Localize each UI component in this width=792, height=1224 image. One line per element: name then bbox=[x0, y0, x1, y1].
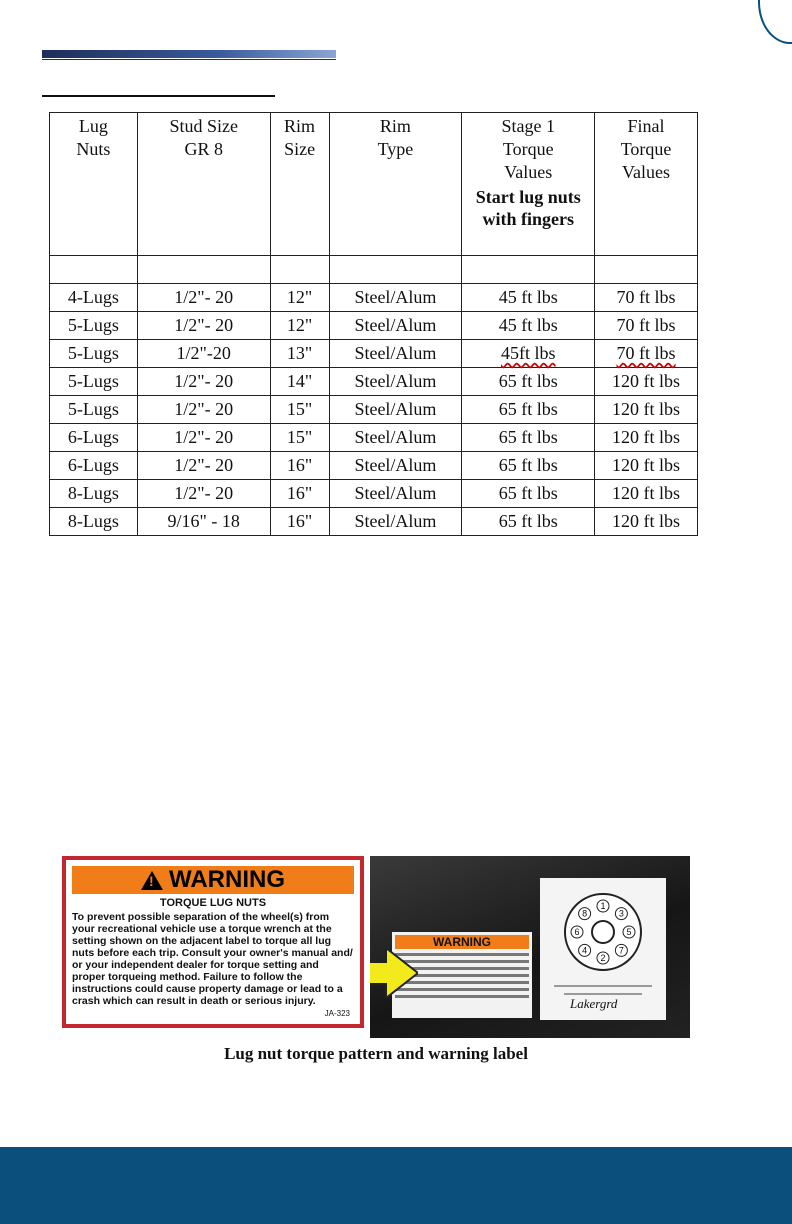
cell-rim-size: 16" bbox=[270, 480, 329, 508]
warning-code: JA-323 bbox=[324, 1009, 350, 1018]
header-final-torque: Final Torque Values bbox=[595, 113, 698, 256]
cell-stud-size: 1/2"- 20 bbox=[137, 396, 270, 424]
warning-triangle-icon bbox=[141, 871, 163, 890]
cell-rim-type: Steel/Alum bbox=[329, 312, 462, 340]
cell-final: 120 ft lbs bbox=[595, 452, 698, 480]
cell-stage1: 65 ft lbs bbox=[462, 508, 595, 536]
header-stud-size: Stud Size GR 8 bbox=[137, 113, 270, 256]
cell-final bbox=[595, 340, 698, 368]
cell-stud-size: 1/2"- 20 bbox=[137, 312, 270, 340]
header-rim-type: Rim Type bbox=[329, 113, 462, 256]
cell-final: 120 ft lbs bbox=[595, 508, 698, 536]
cell-lugs: 6-Lugs bbox=[50, 424, 138, 452]
warning-subheading: TORQUE LUG NUTS bbox=[159, 897, 267, 909]
cell-lugs: 6-Lugs bbox=[50, 452, 138, 480]
lug-position-number: 4 bbox=[582, 945, 588, 956]
table-row bbox=[50, 368, 698, 396]
warning-heading bbox=[72, 866, 354, 894]
title-bar-decoration bbox=[42, 50, 336, 58]
cell-rim-size: 13" bbox=[270, 340, 329, 368]
cell-rim-size: 16" bbox=[270, 452, 329, 480]
cell-rim-type: Steel/Alum bbox=[329, 368, 462, 396]
header-stage1-torque: Stage 1 Torque Values Start lug nuts with fingers bbox=[462, 113, 595, 256]
cell-rim-type: Steel/Alum bbox=[329, 452, 462, 480]
cell-stud-size: 1/2"- 20 bbox=[137, 480, 270, 508]
warning-figure bbox=[62, 856, 690, 1072]
stage1-note: Start lug nuts with fingers bbox=[475, 187, 581, 229]
torque-table bbox=[49, 112, 698, 536]
cell-stage1: 45 ft lbs bbox=[462, 284, 595, 312]
table-row bbox=[50, 284, 698, 312]
cell-stage1: 65 ft lbs bbox=[462, 424, 595, 452]
cell-stage1: 65 ft lbs bbox=[462, 396, 595, 424]
cell-rim-size: 12" bbox=[270, 284, 329, 312]
cell-rim-type: Steel/Alum bbox=[329, 480, 462, 508]
table-row bbox=[50, 480, 698, 508]
cell-stage1: 65 ft lbs bbox=[462, 452, 595, 480]
cell-lugs: 5-Lugs bbox=[50, 340, 138, 368]
cell-stud-size: 9/16" - 18 bbox=[137, 508, 270, 536]
cell-rim-size: 15" bbox=[270, 424, 329, 452]
cell-rim-size: 12" bbox=[270, 312, 329, 340]
cell-rim-size: 16" bbox=[270, 508, 329, 536]
cell-stud-size: 1/2"-20 bbox=[137, 340, 270, 368]
header-rim-size: Rim Size bbox=[270, 113, 329, 256]
footer-band bbox=[0, 1147, 792, 1224]
table-header-row bbox=[50, 113, 698, 256]
cell-final: 70 ft lbs bbox=[595, 312, 698, 340]
table-row bbox=[50, 508, 698, 536]
cell-final: 120 ft lbs bbox=[595, 424, 698, 452]
cell-stud-size: 1/2"- 20 bbox=[137, 424, 270, 452]
cell-rim-size: 15" bbox=[270, 396, 329, 424]
cell-stage1-text: 45ft lbs bbox=[500, 343, 556, 363]
cell-stage1: 45 ft lbs bbox=[462, 312, 595, 340]
cell-lugs: 4-Lugs bbox=[50, 284, 138, 312]
cell-stud-size: 1/2"- 20 bbox=[137, 284, 270, 312]
cell-final: 120 ft lbs bbox=[595, 368, 698, 396]
table-row bbox=[50, 312, 698, 340]
yellow-arrow-icon bbox=[370, 948, 418, 998]
warning-body-text: To prevent possible separation of the wheel(s) from your recreational vehicle use a torque wrench at the setting shown on the adjacent label to torque all lug nuts before each trip. Consult your owner's manual and/ or your independent dealer for torque setting and proper torqueing method. Failure to follow the instructions could cause property damage or lead to a crash which can result in death or serious injury. bbox=[72, 911, 353, 1007]
cell-final: 70 ft lbs bbox=[595, 284, 698, 312]
installed-label-photo bbox=[370, 856, 690, 1038]
figure-caption: Lug nut torque pattern and warning label bbox=[224, 1044, 528, 1063]
photo-warning-heading: WARNING bbox=[395, 935, 529, 949]
cell-stage1: 65 ft lbs bbox=[462, 368, 595, 396]
cell-lugs: 8-Lugs bbox=[50, 480, 138, 508]
cell-rim-size: 14" bbox=[270, 368, 329, 396]
warning-label bbox=[62, 856, 364, 1028]
cell-final: 120 ft lbs bbox=[595, 480, 698, 508]
table-row bbox=[50, 452, 698, 480]
cell-final: 120 ft lbs bbox=[595, 396, 698, 424]
lug-position-number: 2 bbox=[600, 953, 606, 963]
cell-stage1 bbox=[462, 340, 595, 368]
warning-heading-text: WARNING bbox=[169, 866, 285, 893]
cell-lugs: 5-Lugs bbox=[50, 368, 138, 396]
section-rule bbox=[42, 95, 275, 97]
cell-lugs: 5-Lugs bbox=[50, 396, 138, 424]
lug-position-number: 1 bbox=[600, 901, 606, 911]
table-row bbox=[50, 396, 698, 424]
header-lug-nuts: Lug Nuts bbox=[50, 113, 138, 256]
cell-rim-type: Steel/Alum bbox=[329, 340, 462, 368]
lug-position-number: 8 bbox=[582, 908, 588, 919]
cell-rim-type: Steel/Alum bbox=[329, 424, 462, 452]
cell-rim-type: Steel/Alum bbox=[329, 508, 462, 536]
cell-rim-type: Steel/Alum bbox=[329, 396, 462, 424]
cell-lugs: 8-Lugs bbox=[50, 508, 138, 536]
cell-lugs: 5-Lugs bbox=[50, 312, 138, 340]
signature: Lakergrd bbox=[570, 996, 618, 1011]
title-bar-underline bbox=[42, 59, 336, 60]
cell-stage1: 65 ft lbs bbox=[462, 480, 595, 508]
header-gap-row bbox=[50, 256, 698, 284]
cell-rim-type: Steel/Alum bbox=[329, 284, 462, 312]
cell-stud-size: 1/2"- 20 bbox=[137, 368, 270, 396]
lug-position-number: 3 bbox=[618, 908, 624, 919]
torque-pattern-card bbox=[540, 878, 666, 1020]
lug-position-number: 5 bbox=[626, 927, 632, 937]
cell-final-text: 70 ft lbs bbox=[616, 343, 676, 363]
lug-position-number: 7 bbox=[618, 945, 624, 956]
cell-stud-size: 1/2"- 20 bbox=[137, 452, 270, 480]
lug-position-number: 6 bbox=[574, 927, 580, 937]
table-row bbox=[50, 340, 698, 368]
table-row bbox=[50, 424, 698, 452]
corner-curve-decoration bbox=[758, 0, 792, 44]
